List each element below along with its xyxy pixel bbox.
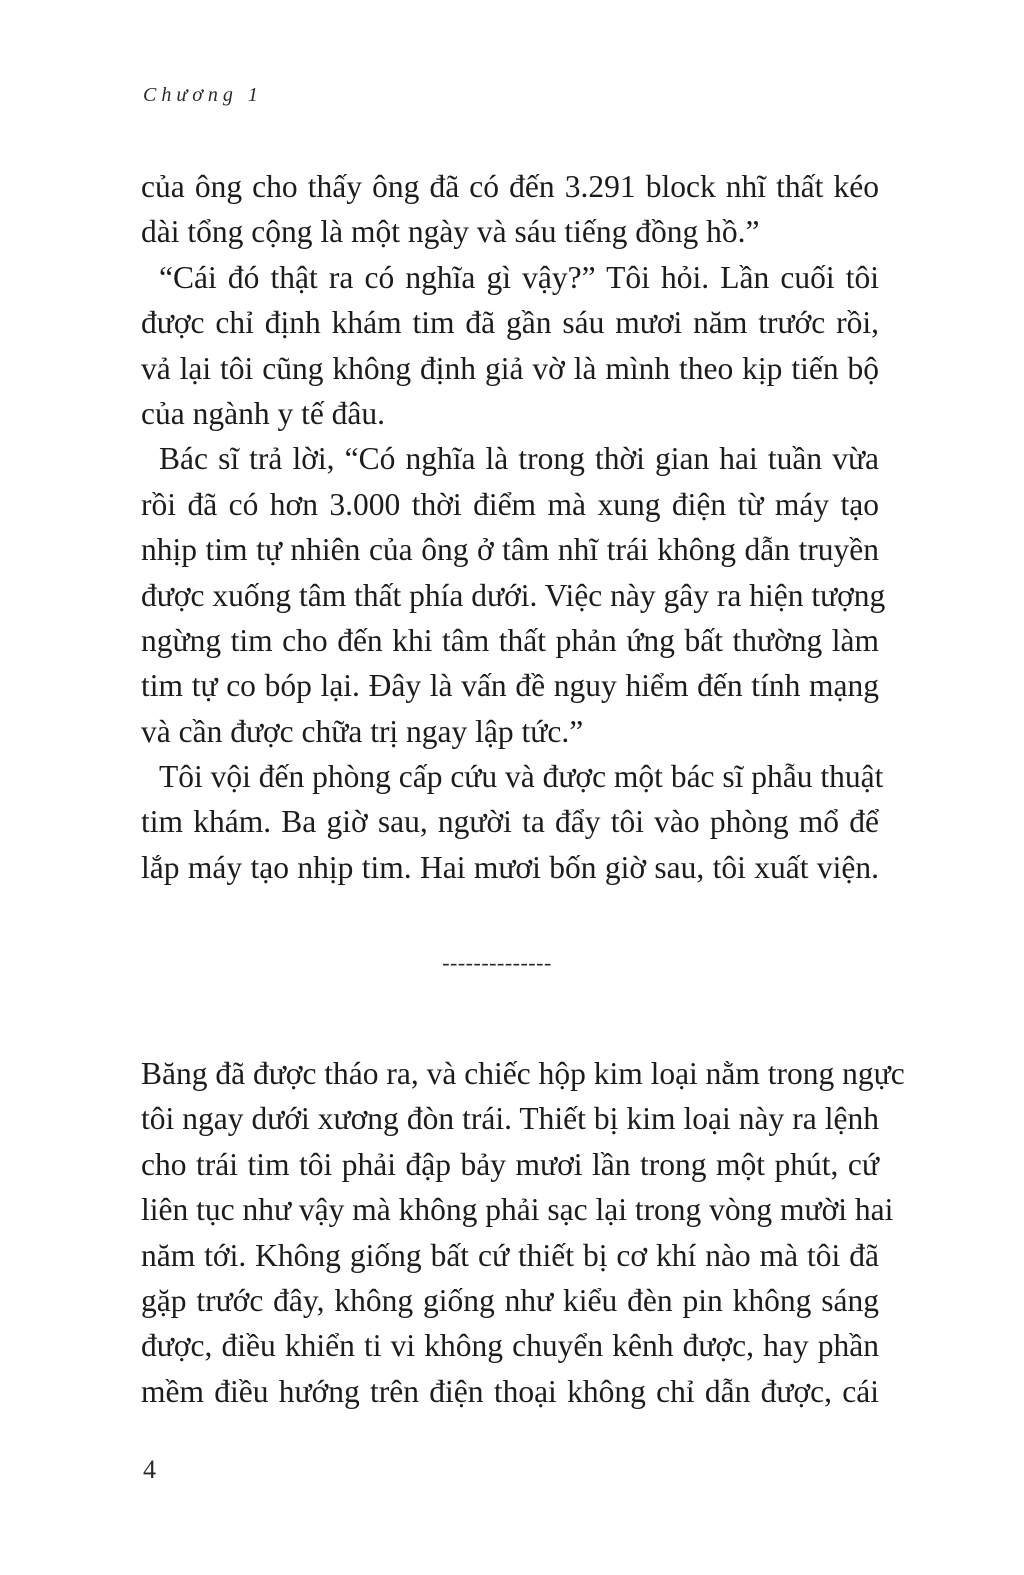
- text-line: tim khám. Ba giờ sau, người ta đẩy tôi vào phòng mổ để: [141, 804, 879, 840]
- text-line: “Cái đó thật ra có nghĩa gì vậy?” Tôi hỏi. Lần cuối tôi: [159, 259, 879, 295]
- section-separator: --------------: [442, 950, 552, 975]
- text-line: tôi ngay dưới xương đòn trái. Thiết bị kim loại này ra lệnh: [141, 1101, 879, 1137]
- text-line: Băng đã được tháo ra, và chiếc hộp kim loại nằm trong ngực: [141, 1056, 905, 1091]
- body-text-section-2: [141, 1051, 905, 1414]
- text-line: năm tới. Không giống bất cứ thiết bị cơ khí nào mà tôi đã: [141, 1237, 879, 1273]
- text-line: của ông cho thấy ông đã có đến 3.291 block nhĩ thất kéo: [141, 169, 879, 204]
- text-line: nhịp tim tự nhiên của ông ở tâm nhĩ trái không dẫn truyền: [141, 532, 879, 568]
- text-line: lắp máy tạo nhịp tim. Hai mươi bốn giờ sau, tôi xuất viện.: [141, 849, 879, 885]
- text-line: và cần được chữa trị ngay lập tức.”: [141, 713, 584, 749]
- text-line: vả lại tôi cũng không định giả vờ là mình theo kịp tiến bộ: [141, 350, 879, 386]
- text-line: được, điều khiển ti vi không chuyển kênh được, hay phần: [141, 1328, 879, 1364]
- text-line: ngừng tim cho đến khi tâm thất phản ứng bất thường làm: [141, 622, 879, 658]
- text-line: được xuống tâm thất phía dưới. Việc này gây ra hiện tượng: [141, 577, 886, 613]
- text-line: gặp trước đây, không giống như kiểu đèn pin không sáng: [141, 1282, 879, 1318]
- body-text-section-1: [141, 164, 886, 890]
- text-line: dài tổng cộng là một ngày và sáu tiếng đồng hồ.”: [141, 214, 760, 250]
- text-line: của ngành y tế đâu.: [141, 395, 386, 431]
- text-line: tim tự co bóp lại. Đây là vấn đề nguy hiểm đến tính mạng: [141, 668, 879, 704]
- page-number: 4: [143, 1455, 156, 1484]
- text-line: liên tục như vậy mà không phải sạc lại trong vòng mười hai: [141, 1192, 894, 1228]
- running-head: Chương 1: [143, 84, 263, 106]
- text-line: mềm điều hướng trên điện thoại không chỉ dẫn được, cái: [141, 1373, 879, 1409]
- text-line: cho trái tim tôi phải đập bảy mươi lần trong một phút, cứ: [141, 1146, 879, 1182]
- text-line: Tôi vội đến phòng cấp cứu và được một bác sĩ phẫu thuật: [159, 759, 884, 795]
- text-line: rồi đã có hơn 3.000 thời điểm mà xung điện từ máy tạo: [141, 486, 879, 522]
- text-line: Bác sĩ trả lời, “Có nghĩa là trong thời gian hai tuần vừa: [159, 441, 879, 477]
- text-line: được chỉ định khám tim đã gần sáu mươi năm trước rồi,: [141, 305, 879, 341]
